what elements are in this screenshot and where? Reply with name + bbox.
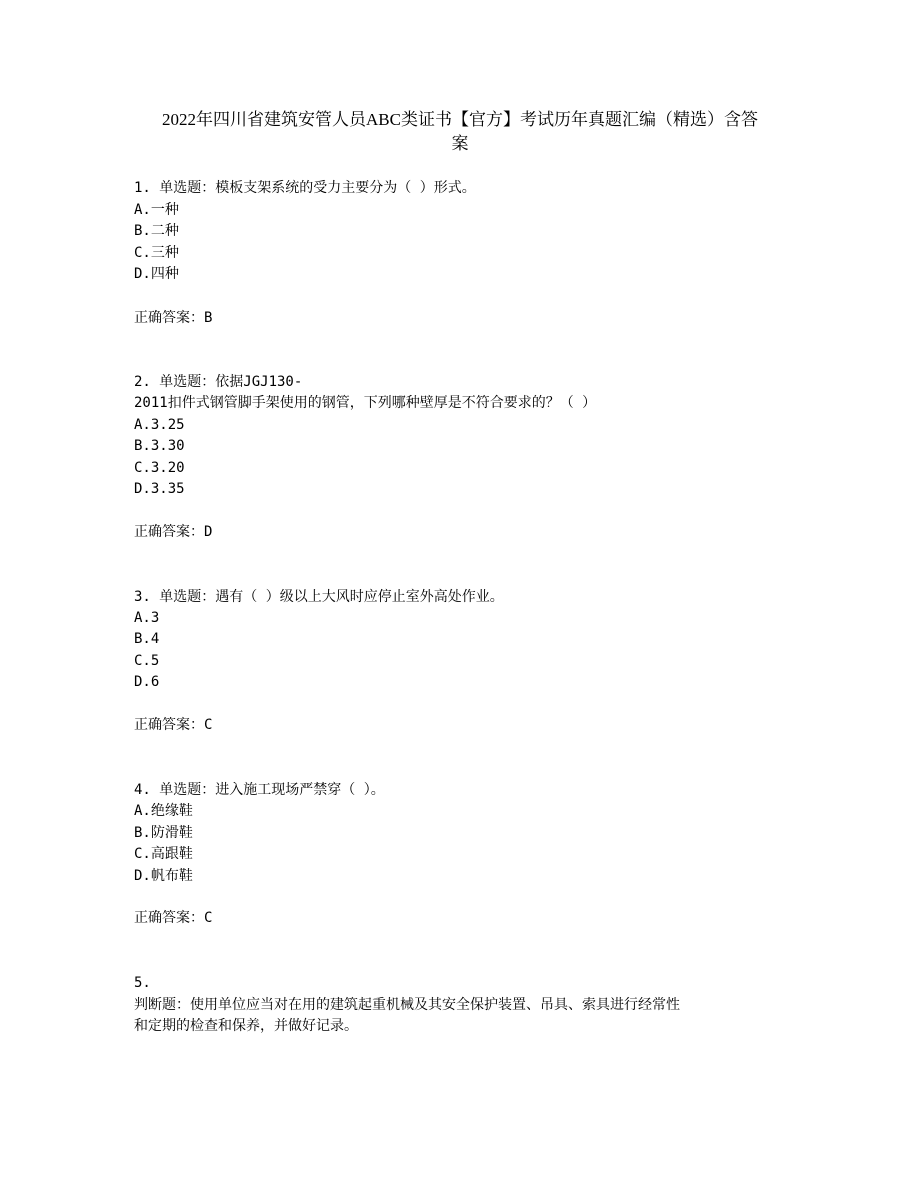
question-3-option-d: D.6 xyxy=(134,674,160,690)
question-1-option-b: B.二种 xyxy=(134,223,179,239)
question-5-stem-line-1: 判断题：使用单位应当对在用的建筑起重机械及其安全保护装置、吊具、索具进行经常性 xyxy=(134,997,680,1013)
question-2-stem-line-2: 2011扣件式钢管脚手架使用的钢管，下列哪种壁厚是不符合要求的？（ ） xyxy=(134,395,597,411)
question-2-option-d: D.3.35 xyxy=(134,481,185,497)
title-line-1: 2022年四川省建筑安管人员ABC类证书【官方】考试历年真题汇编（精选）含答 xyxy=(162,110,758,129)
question-2-option-a: A.3.25 xyxy=(134,417,185,433)
question-2-option-b: B.3.30 xyxy=(134,438,185,454)
question-1-stem: 1. 单选题：模板支架系统的受力主要分为（ ）形式。 xyxy=(134,180,476,196)
question-2-answer: 正确答案：D xyxy=(134,524,213,540)
question-3-answer: 正确答案：C xyxy=(134,717,213,733)
document-title xyxy=(130,108,790,156)
question-2-option-c: C.3.20 xyxy=(134,460,185,476)
question-5-number: 5. xyxy=(134,975,151,991)
title-line-2: 案 xyxy=(451,134,469,153)
question-3-option-c: C.5 xyxy=(134,653,160,669)
question-4-answer: 正确答案：C xyxy=(134,910,213,926)
question-3-option-a: A.3 xyxy=(134,610,160,626)
question-4-option-a: A.绝缘鞋 xyxy=(134,803,193,819)
question-4-option-b: B.防滑鞋 xyxy=(134,825,193,841)
question-1-option-d: D.四种 xyxy=(134,266,179,282)
question-4-option-d: D.帆布鞋 xyxy=(134,868,193,884)
question-5-stem-line-2: 和定期的检查和保养，并做好记录。 xyxy=(134,1018,358,1034)
question-1-option-a: A.一种 xyxy=(134,202,179,218)
question-2-stem-line-1: 2. 单选题：依据JGJ130- xyxy=(134,374,303,390)
question-1-answer: 正确答案：B xyxy=(134,310,213,326)
question-1-option-c: C.三种 xyxy=(134,245,179,261)
question-4-stem: 4. 单选题：进入施工现场严禁穿（ ）。 xyxy=(134,782,385,798)
question-3-option-b: B.4 xyxy=(134,631,160,647)
question-3-stem: 3. 单选题：遇有（ ）级以上大风时应停止室外高处作业。 xyxy=(134,589,504,605)
question-4-option-c: C.高跟鞋 xyxy=(134,846,193,862)
